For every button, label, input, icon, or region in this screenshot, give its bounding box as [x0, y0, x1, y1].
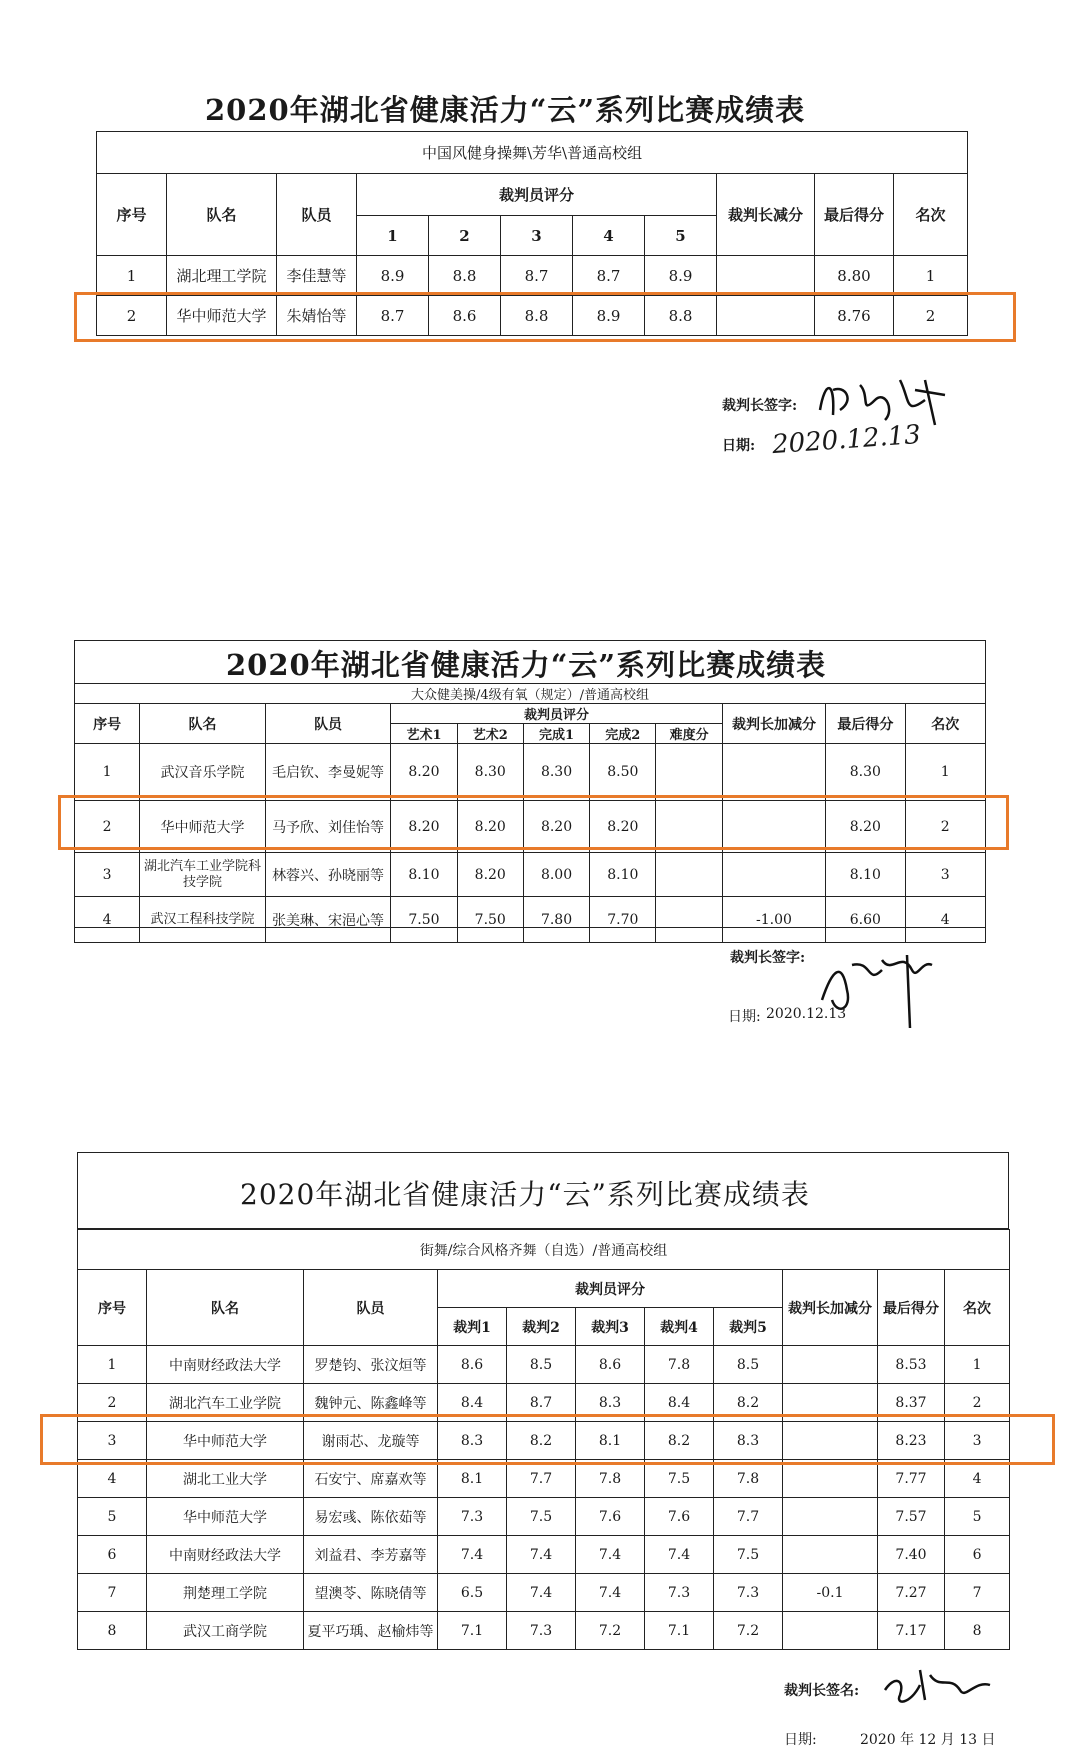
- table-row: [75, 853, 986, 897]
- cell-deduction: -0.1: [783, 1574, 878, 1612]
- cell-score: 8.30: [523, 744, 589, 801]
- cell-team: 湖北理工学院: [167, 256, 277, 296]
- cell-members: 石安宁、席嘉欢等: [304, 1460, 438, 1498]
- cell-final: 6.60: [826, 897, 905, 943]
- sheet1-header-deduction: 裁判长减分: [717, 174, 815, 256]
- cell-seq: 4: [75, 897, 140, 943]
- cell-score: 7.3: [438, 1498, 507, 1536]
- cell-score: [656, 853, 722, 897]
- cell-score: 7.3: [645, 1574, 714, 1612]
- cell-score: 7.2: [576, 1612, 645, 1650]
- sheet3-date-label: 日期:: [784, 1732, 817, 1748]
- cell-team: 湖北汽车工业学院: [147, 1384, 304, 1422]
- sheet3-title: 2020年湖北省健康活力“云”系列比赛成绩表: [240, 1178, 810, 1211]
- cell-team: 中南财经政法大学: [147, 1346, 304, 1384]
- cell-score: [656, 744, 722, 801]
- cell-score: 7.2: [714, 1612, 783, 1650]
- cell-team: 华中师范大学: [147, 1498, 304, 1536]
- sheet2-header-judges: 裁判员评分: [391, 704, 722, 724]
- sheet1-header-judges: 裁判员评分: [357, 174, 717, 216]
- sheet2-header-judge: 艺术1: [391, 724, 457, 744]
- highlight-box: [40, 1414, 1055, 1465]
- cell-members: 张美琳、宋浥心等: [265, 897, 391, 943]
- cell-rank: 1: [905, 744, 986, 801]
- sheet1-header-rank: 名次: [894, 174, 968, 256]
- cell-members: 魏钟元、陈鑫峰等: [304, 1384, 438, 1422]
- sheet3-sign-label: 裁判长签名:: [784, 1683, 860, 1699]
- cell-rank: 3: [945, 1422, 1010, 1460]
- cell-final: 7.27: [878, 1574, 945, 1612]
- cell-members: 易宏彧、陈依茹等: [304, 1498, 438, 1536]
- cell-score: 7.8: [645, 1346, 714, 1384]
- sheet3-header-judge: 裁判2: [507, 1308, 576, 1346]
- cell-score: 8.6: [438, 1346, 507, 1384]
- cell-final: 8.10: [826, 853, 905, 897]
- cell-seq: 3: [75, 853, 140, 897]
- table-row: [78, 1612, 1010, 1650]
- cell-rank: 7: [945, 1574, 1010, 1612]
- sheet1-category: 中国风健身操舞\芳华\普通高校组: [97, 132, 968, 174]
- cell-rank: 4: [945, 1460, 1010, 1498]
- cell-score: 8.20: [457, 801, 523, 853]
- cell-score: 7.6: [645, 1498, 714, 1536]
- sheet1-header-judge: 1: [357, 216, 429, 256]
- cell-members: 夏平巧瑀、赵榆炜等: [304, 1612, 438, 1650]
- cell-score: 8.30: [457, 744, 523, 801]
- sheet1-date-label: 日期:: [722, 438, 756, 454]
- cell-rank: 2: [945, 1384, 1010, 1422]
- cell-score: 7.5: [645, 1460, 714, 1498]
- cell-seq: 1: [97, 256, 167, 296]
- cell-score: 8.5: [507, 1346, 576, 1384]
- cell-score: 8.1: [576, 1422, 645, 1460]
- cell-members: 望澳苓、陈晓倩等: [304, 1574, 438, 1612]
- cell-score: 8.2: [714, 1384, 783, 1422]
- cell-score: 7.1: [438, 1612, 507, 1650]
- cell-score: 8.9: [357, 256, 429, 296]
- highlight-box: [74, 292, 1016, 342]
- cell-final: 8.20: [826, 801, 905, 853]
- sheet2-sign-label: 裁判长签字:: [730, 950, 806, 966]
- cell-score: 7.6: [576, 1498, 645, 1536]
- cell-seq: 6: [78, 1536, 147, 1574]
- cell-seq: 1: [78, 1346, 147, 1384]
- cell-score: 8.7: [507, 1384, 576, 1422]
- cell-seq: 1: [75, 744, 140, 801]
- cell-rank: 1: [945, 1346, 1010, 1384]
- cell-team: 华中师范大学: [140, 801, 266, 853]
- cell-members: 刘益君、李芳嘉等: [304, 1536, 438, 1574]
- cell-score: 8.3: [576, 1384, 645, 1422]
- cell-deduction: [722, 744, 825, 801]
- cell-score: 7.7: [507, 1460, 576, 1498]
- cell-score: 8.00: [523, 853, 589, 897]
- cell-score: 8.20: [523, 801, 589, 853]
- cell-score: 8.7: [501, 256, 573, 296]
- cell-team: 湖北工业大学: [147, 1460, 304, 1498]
- cell-rank: 4: [905, 897, 986, 943]
- cell-members: 朱婧怡等: [277, 296, 357, 336]
- cell-score: 7.3: [714, 1574, 783, 1612]
- sheet2-header-final: 最后得分: [826, 704, 905, 744]
- cell-score: 8.50: [590, 744, 656, 801]
- cell-score: 7.4: [576, 1536, 645, 1574]
- sheet1-header-judge: 3: [501, 216, 573, 256]
- sheet1-header-final: 最后得分: [815, 174, 894, 256]
- cell-team: 武汉工程科技学院: [140, 897, 266, 943]
- cell-final: 7.77: [878, 1460, 945, 1498]
- cell-score: 8.2: [507, 1422, 576, 1460]
- cell-score: 8.4: [645, 1384, 714, 1422]
- sheet1-header-judge: 2: [429, 216, 501, 256]
- cell-score: 8.20: [391, 801, 457, 853]
- sheet2-date-label: 日期:: [728, 1009, 761, 1025]
- cell-final: 8.23: [878, 1422, 945, 1460]
- cell-seq: 5: [78, 1498, 147, 1536]
- cell-team: 武汉工商学院: [147, 1612, 304, 1650]
- sheet1-sign-label: 裁判长签字:: [722, 398, 798, 414]
- sheet1-header-members: 队员: [277, 174, 357, 256]
- sheet3-header-deduction: 裁判长加减分: [783, 1270, 878, 1346]
- cell-deduction: [783, 1498, 878, 1536]
- sheet1-header-team: 队名: [167, 174, 277, 256]
- table-row: [78, 1346, 1010, 1384]
- sheet3-header-judges: 裁判员评分: [438, 1270, 783, 1308]
- cell-score: 7.5: [714, 1536, 783, 1574]
- cell-rank: 8: [945, 1612, 1010, 1650]
- cell-rank: 5: [945, 1498, 1010, 1536]
- cell-members: 李佳慧等: [277, 256, 357, 296]
- sheet2-category: 大众健美操/4级有氧（规定）/普通高校组: [75, 684, 986, 704]
- cell-score: 8.6: [429, 296, 501, 336]
- cell-seq: 2: [97, 296, 167, 336]
- cell-members: 毛启钦、李曼妮等: [265, 744, 391, 801]
- cell-score: 7.4: [507, 1574, 576, 1612]
- cell-members: 林蓉兴、孙晓丽等: [265, 853, 391, 897]
- cell-team: 荆楚理工学院: [147, 1574, 304, 1612]
- sheet3-header-rank: 名次: [945, 1270, 1010, 1346]
- cell-final: 8.76: [815, 296, 894, 336]
- cell-rank: 6: [945, 1536, 1010, 1574]
- cell-score: 6.5: [438, 1574, 507, 1612]
- cell-score: 8.9: [645, 256, 717, 296]
- table-row: [97, 256, 968, 296]
- highlight-box: [58, 795, 1009, 850]
- cell-deduction: [783, 1346, 878, 1384]
- cell-score: 8.9: [573, 296, 645, 336]
- cell-score: 7.1: [645, 1612, 714, 1650]
- sheet3-category: 街舞/综合风格齐舞（自选）/普通高校组: [78, 1230, 1010, 1270]
- sheet2-header-members: 队员: [265, 704, 391, 744]
- cell-final: 7.17: [878, 1612, 945, 1650]
- cell-deduction: [783, 1460, 878, 1498]
- sheet1-title: 2020年湖北省健康活力“云”系列比赛成绩表: [205, 93, 806, 127]
- cell-final: 7.40: [878, 1536, 945, 1574]
- cell-score: 7.8: [714, 1460, 783, 1498]
- cell-score: 8.7: [357, 296, 429, 336]
- sheet3-header-judge: 裁判4: [645, 1308, 714, 1346]
- sheet2-header-judge: 完成1: [523, 724, 589, 744]
- cell-team: 武汉音乐学院: [140, 744, 266, 801]
- signature-image: [815, 370, 955, 430]
- signature-image: [880, 1660, 1000, 1710]
- cell-score: 8.20: [391, 744, 457, 801]
- cell-score: 7.4: [576, 1574, 645, 1612]
- sheet2-header-rank: 名次: [905, 704, 986, 744]
- cell-team: 华中师范大学: [147, 1422, 304, 1460]
- sheet1-header-seq: 序号: [97, 174, 167, 256]
- cell-deduction: [722, 853, 825, 897]
- cell-score: 7.50: [391, 897, 457, 943]
- cell-score: 7.70: [590, 897, 656, 943]
- sheet3-header-judge: 裁判3: [576, 1308, 645, 1346]
- cell-final: 8.53: [878, 1346, 945, 1384]
- cell-score: 7.4: [507, 1536, 576, 1574]
- sheet2-header-team: 队名: [140, 704, 266, 744]
- cell-final: 7.57: [878, 1498, 945, 1536]
- sheet1-header-judge: 4: [573, 216, 645, 256]
- cell-seq: 4: [78, 1460, 147, 1498]
- cell-final: 8.80: [815, 256, 894, 296]
- cell-score: 7.8: [576, 1460, 645, 1498]
- cell-score: 8.8: [645, 296, 717, 336]
- cell-members: 马予欣、刘佳怡等: [265, 801, 391, 853]
- cell-seq: 7: [78, 1574, 147, 1612]
- cell-team: 中南财经政法大学: [147, 1536, 304, 1574]
- cell-deduction: [783, 1536, 878, 1574]
- cell-score: 8.8: [429, 256, 501, 296]
- cell-score: 7.5: [507, 1498, 576, 1536]
- sheet3-header-seq: 序号: [78, 1270, 147, 1346]
- cell-final: 8.30: [826, 744, 905, 801]
- cell-score: 8.8: [501, 296, 573, 336]
- cell-score: 7.4: [438, 1536, 507, 1574]
- sheet1-date-handwritten: 2020.12.13: [771, 419, 922, 461]
- sheet3-header-members: 队员: [304, 1270, 438, 1346]
- sheet1-header-judge: 5: [645, 216, 717, 256]
- cell-final: 8.37: [878, 1384, 945, 1422]
- cell-score: 7.4: [645, 1536, 714, 1574]
- cell-score: 8.20: [590, 801, 656, 853]
- cell-rank: 3: [905, 853, 986, 897]
- cell-score: 8.7: [573, 256, 645, 296]
- cell-team: 湖北汽车工业学院科技学院: [140, 853, 266, 897]
- table-row: [78, 1460, 1010, 1498]
- sheet2-header-judge: 艺术2: [457, 724, 523, 744]
- table-row: [78, 1498, 1010, 1536]
- cell-score: 8.10: [590, 853, 656, 897]
- sheet2-header-judge: 难度分: [656, 724, 722, 744]
- sheet2-header-judge: 完成2: [590, 724, 656, 744]
- sheet2-header-seq: 序号: [75, 704, 140, 744]
- cell-deduction: [783, 1612, 878, 1650]
- cell-rank: 1: [894, 256, 968, 296]
- sheet3-header-team: 队名: [147, 1270, 304, 1346]
- cell-score: 8.3: [438, 1422, 507, 1460]
- table-row: [78, 1574, 1010, 1612]
- sheet2-title: 2020年湖北省健康活力“云”系列比赛成绩表: [226, 648, 827, 682]
- cell-score: 8.2: [645, 1422, 714, 1460]
- cell-score: 7.7: [714, 1498, 783, 1536]
- cell-score: 8.10: [391, 853, 457, 897]
- cell-seq: 2: [75, 801, 140, 853]
- cell-members: 罗楚钧、张汶烜等: [304, 1346, 438, 1384]
- cell-deduction: [717, 256, 815, 296]
- sheet3-header-final: 最后得分: [878, 1270, 945, 1346]
- cell-score: 7.3: [507, 1612, 576, 1650]
- cell-score: 8.5: [714, 1346, 783, 1384]
- sheet3-date-value: 2020 年 12 月 13 日: [860, 1732, 996, 1748]
- cell-score: 8.4: [438, 1384, 507, 1422]
- cell-members: 谢雨芯、龙璇等: [304, 1422, 438, 1460]
- sheet2-header-deduction: 裁判长加减分: [722, 704, 825, 744]
- cell-score: 7.80: [523, 897, 589, 943]
- table-row: [75, 744, 986, 801]
- sheet3-header-judge: 裁判5: [714, 1308, 783, 1346]
- cell-score: 8.1: [438, 1460, 507, 1498]
- cell-score: [656, 897, 722, 943]
- sheet3-header-judge: 裁判1: [438, 1308, 507, 1346]
- cell-score: 8.6: [576, 1346, 645, 1384]
- cell-score: 8.20: [457, 853, 523, 897]
- cell-seq: 2: [78, 1384, 147, 1422]
- cell-deduction: -1.00: [722, 897, 825, 943]
- sheet2-date-value: 2020.12.13: [766, 1006, 847, 1022]
- cell-team: 华中师范大学: [167, 296, 277, 336]
- cell-score: 7.50: [457, 897, 523, 943]
- cell-rank: 2: [905, 801, 986, 853]
- cell-score: 8.3: [714, 1422, 783, 1460]
- cell-seq: 8: [78, 1612, 147, 1650]
- table-row: [75, 897, 986, 943]
- cell-rank: 2: [894, 296, 968, 336]
- cell-seq: 3: [78, 1422, 147, 1460]
- table-row: [78, 1536, 1010, 1574]
